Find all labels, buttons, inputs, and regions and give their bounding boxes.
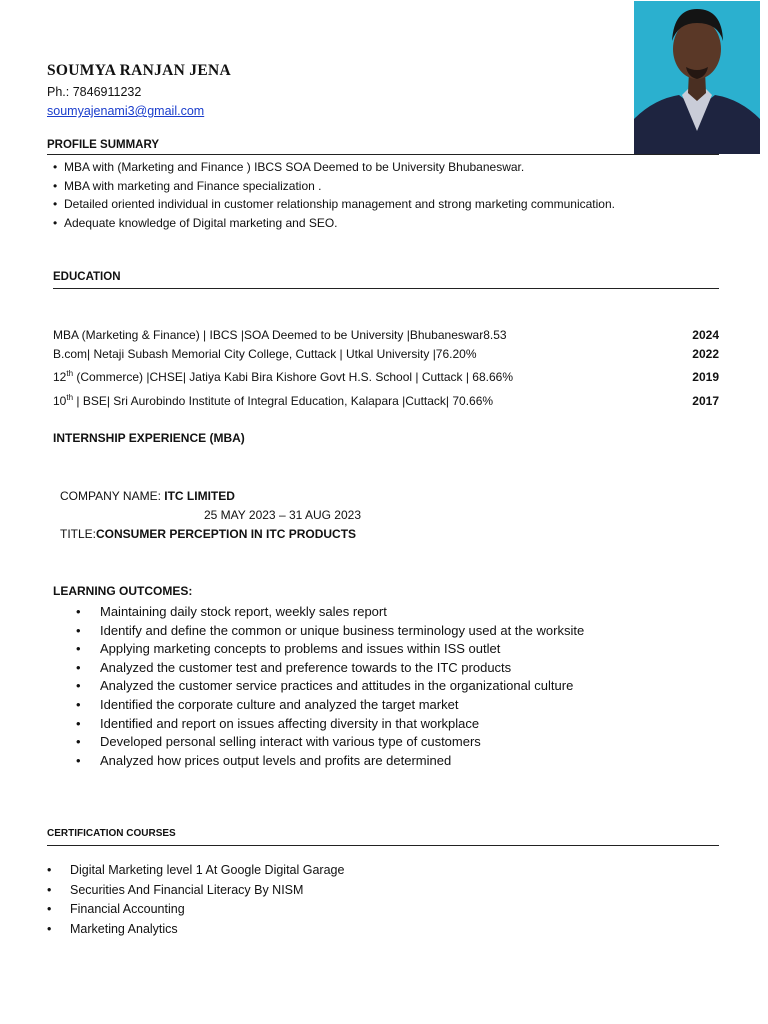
company-value: ITC LIMITED [164, 489, 235, 503]
list-item: • Identified and report on issues affecting diversity in that workplace [76, 715, 584, 734]
internship-dates: 25 MAY 2023 – 31 AUG 2023 [204, 508, 362, 522]
education-detail: MBA (Marketing & Finance) | IBCS |SOA Deemed to be University |Bhubaneswar8.53 [53, 328, 507, 342]
education-heading: EDUCATION [53, 271, 121, 283]
education-row [53, 328, 719, 342]
company-label: COMPANY NAME: [60, 489, 165, 503]
list-item: • Analyzed how prices output levels and profits are determined [76, 752, 584, 771]
section-divider [47, 154, 719, 155]
internship-heading: INTERNSHIP EXPERIENCE (MBA) [53, 431, 245, 445]
section-divider [47, 845, 719, 846]
education-year: 2024 [692, 328, 719, 342]
education-detail: B.com| Netaji Subash Memorial City College, Cuttack | Utkal University |76.20% [53, 347, 477, 361]
education-detail: | BSE| Sri Aurobindo Institute of Integral Education, Kalapara |Cuttack| 70.66% [73, 394, 494, 408]
ordinal-suffix: th [66, 369, 74, 378]
list-item: • Developed personal selling interact with various type of customers [76, 733, 584, 752]
learning-outcomes-heading: LEARNING OUTCOMES: [53, 584, 193, 598]
list-item: • Detailed oriented individual in customer relationship management and strong marketing communication. [53, 195, 615, 214]
list-item: • Maintaining daily stock report, weekly sales report [76, 603, 584, 622]
profile-summary-list [53, 158, 615, 232]
education-detail-prefix: 10 [53, 394, 67, 408]
phone-number: Ph.: 7846911232 [47, 85, 142, 99]
education-year: 2019 [692, 370, 719, 384]
certification-heading: CERTIFICATION COURSES [47, 828, 176, 839]
education-row [53, 370, 719, 384]
education-year: 2017 [692, 394, 719, 408]
profile-summary-heading: PROFILE SUMMARY [47, 139, 160, 151]
ordinal-suffix: th [66, 393, 74, 402]
education-year: 2022 [692, 347, 719, 361]
certification-list [47, 861, 344, 940]
list-item: • Digital Marketing level 1 At Google Digital Garage [47, 861, 344, 881]
education-row [53, 347, 719, 361]
project-title-line [60, 527, 356, 541]
list-item: • Marketing Analytics [47, 920, 344, 940]
list-item: • Applying marketing concepts to problems and issues within ISS outlet [76, 640, 584, 659]
list-item: • MBA with (Marketing and Finance ) IBCS SOA Deemed to be University Bhubaneswar. [53, 158, 615, 177]
learning-outcomes-list [76, 603, 584, 770]
project-title-value: CONSUMER PERCEPTION IN ITC PRODUCTS [96, 527, 357, 541]
project-title-label: TITLE: [60, 527, 97, 541]
email-link[interactable]: soumyajenami3@gmail.com [47, 104, 205, 118]
list-item: • Securities And Financial Literacy By NISM [47, 881, 344, 901]
profile-photo [634, 1, 760, 154]
list-item: • MBA with marketing and Finance specialization . [53, 177, 615, 196]
section-divider [53, 288, 719, 289]
list-item: • Analyzed the customer test and preference towards to the ITC products [76, 659, 584, 678]
education-detail: (Commerce) |CHSE| Jatiya Kabi Bira Kishore Govt H.S. School | Cuttack | 68.66% [73, 370, 513, 384]
list-item: • Identify and define the common or unique business terminology used at the worksite [76, 622, 584, 641]
education-detail-prefix: 12 [53, 370, 67, 384]
list-item: • Adequate knowledge of Digital marketing and SEO. [53, 214, 615, 233]
list-item: • Financial Accounting [47, 900, 344, 920]
candidate-name: SOUMYA RANJAN JENA [47, 62, 231, 79]
education-row [53, 394, 719, 408]
company-line [60, 489, 235, 503]
list-item: • Identified the corporate culture and analyzed the target market [76, 696, 584, 715]
list-item: • Analyzed the customer service practices and attitudes in the organizational culture [76, 677, 584, 696]
